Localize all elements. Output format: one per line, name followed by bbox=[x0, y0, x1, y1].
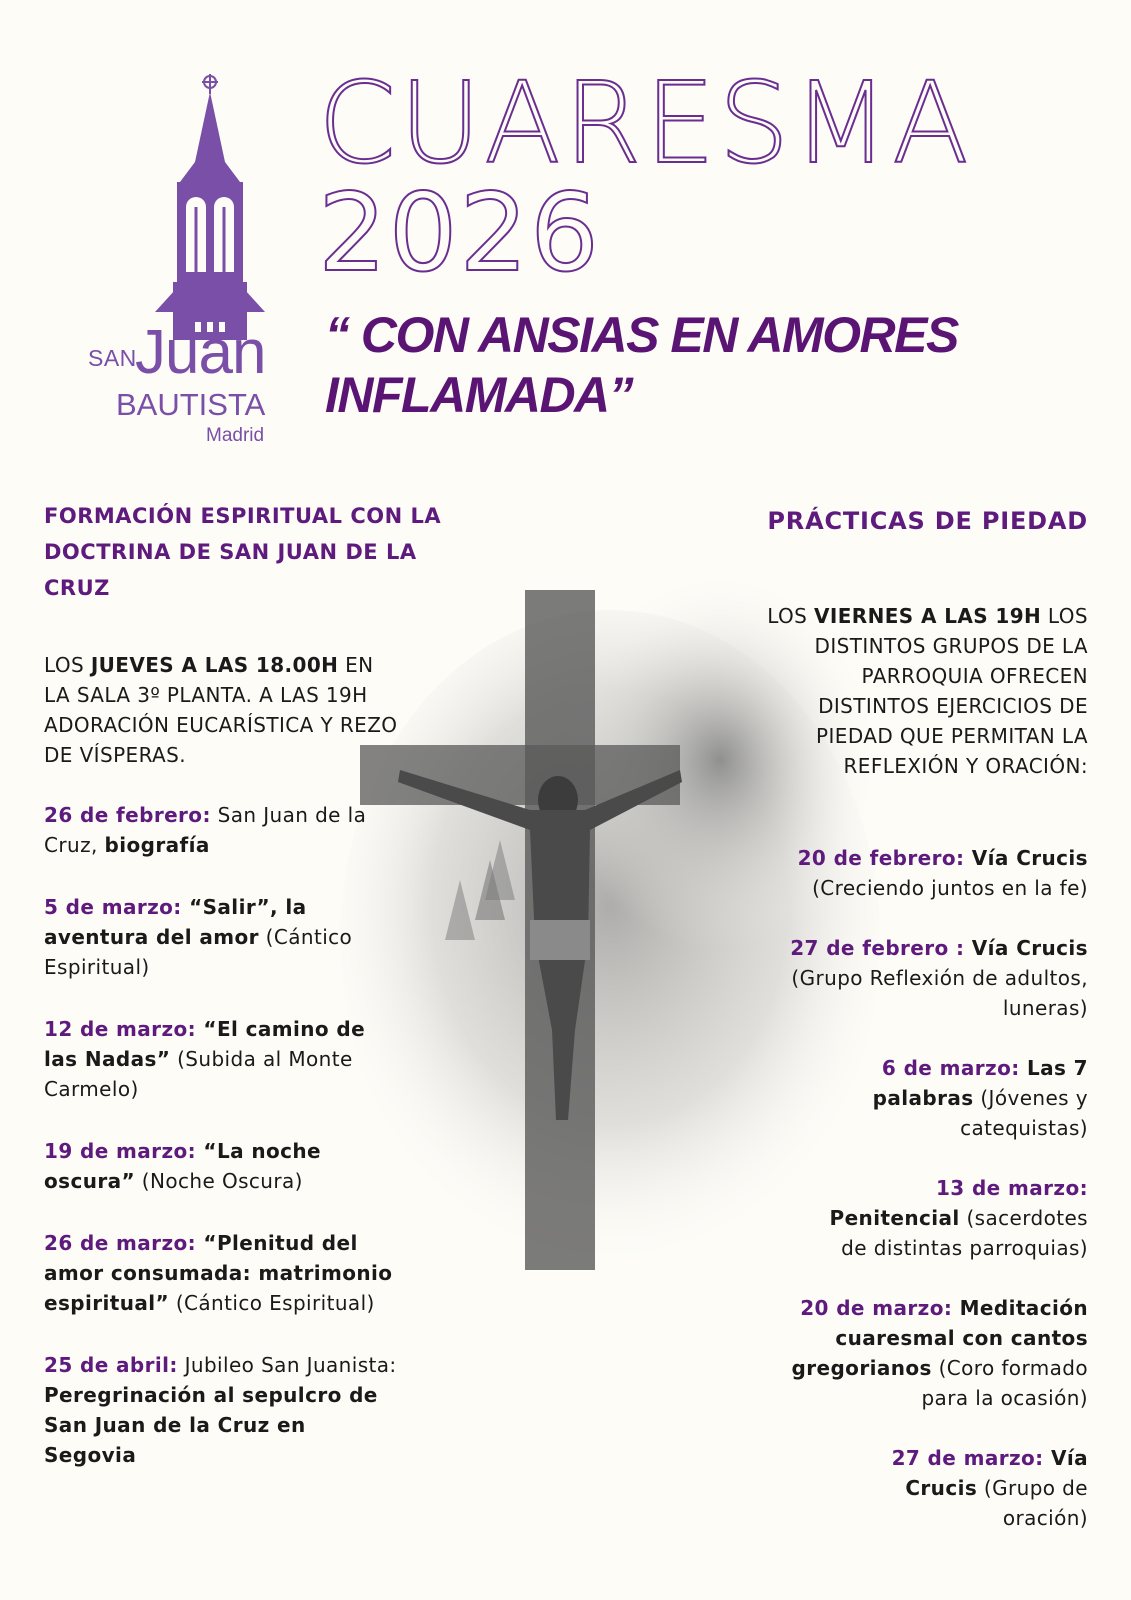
page-title: CUARESMA bbox=[318, 59, 972, 189]
logo-san: SAN bbox=[88, 345, 137, 371]
entry-date: 6 de marzo: bbox=[881, 1056, 1020, 1080]
list-item bbox=[44, 1350, 404, 1470]
entry-text: Jubileo San Juanista: bbox=[177, 1353, 397, 1377]
entry-date: 27 de febrero : bbox=[790, 936, 965, 960]
entry-date: 13 de marzo: bbox=[935, 1176, 1088, 1200]
entry-bold: “El camino de las Nadas” bbox=[44, 1017, 366, 1071]
piety-section bbox=[688, 505, 1088, 1533]
entry-bold: Las 7 palabras bbox=[872, 1056, 1088, 1110]
list-item bbox=[688, 933, 1088, 1023]
intro-text: LOS bbox=[767, 604, 815, 628]
piety-intro bbox=[688, 601, 1088, 781]
entry-bold: Vía Crucis bbox=[964, 936, 1088, 960]
intro-bold: JUEVES A LAS 18.00H bbox=[90, 653, 339, 677]
entry-bold: Peregrinación al sepulcro de San Juan de la Cruz en Segovia bbox=[44, 1383, 378, 1467]
entry-tail: (Noche Oscura) bbox=[135, 1169, 303, 1193]
entry-date: 20 de febrero: bbox=[797, 846, 965, 870]
entry-tail: (Coro formado para la ocasión) bbox=[921, 1356, 1088, 1410]
entry-tail: (Grupo Reflexión de adultos, luneras) bbox=[791, 966, 1088, 1020]
formation-title: FORMACIÓN ESPIRITUAL CON LA DOCTRINA DE SAN JUAN DE LA CRUZ bbox=[44, 504, 442, 600]
list-item bbox=[44, 1228, 404, 1318]
entry-tail: (Jóvenes y catequistas) bbox=[960, 1086, 1088, 1140]
intro-text: LOS bbox=[44, 653, 91, 677]
entry-date: 25 de abril: bbox=[44, 1353, 178, 1377]
list-item bbox=[688, 1443, 1088, 1533]
entry-bold: “La noche oscura” bbox=[44, 1139, 321, 1193]
motto-line-2: INFLAMADA” bbox=[325, 367, 633, 423]
entry-bold: Vía Crucis bbox=[905, 1446, 1088, 1500]
logo-madrid: Madrid bbox=[206, 425, 265, 446]
motto bbox=[325, 305, 1045, 425]
list-item bbox=[688, 1293, 1088, 1413]
entry-date: 26 de marzo: bbox=[44, 1231, 197, 1255]
entry-tail: (Cántico Espiritual) bbox=[44, 925, 353, 979]
list-item bbox=[688, 1173, 1088, 1263]
intro-bold: VIERNES A LAS 19H bbox=[814, 604, 1042, 628]
piety-title: PRÁCTICAS DE PIEDAD bbox=[767, 507, 1088, 535]
entry-date: 19 de marzo: bbox=[44, 1139, 197, 1163]
entry-bold: Vía Crucis bbox=[964, 846, 1088, 870]
entry-date: 27 de marzo: bbox=[891, 1446, 1044, 1470]
entry-date: 26 de febrero: bbox=[44, 803, 211, 827]
formation-section bbox=[44, 498, 442, 1470]
entry-bold: “Salir”, la aventura del amor bbox=[44, 895, 307, 949]
entry-tail: (sacerdotes de distintas parroquias) bbox=[841, 1206, 1088, 1260]
entry-tail: (Cántico Espiritual) bbox=[169, 1291, 375, 1315]
logo-juan: Juan bbox=[135, 318, 266, 387]
entry-date: 12 de marzo: bbox=[44, 1017, 197, 1041]
entry-bold: Penitencial bbox=[829, 1206, 960, 1230]
intro-text-tail: LOS DISTINTOS GRUPOS DE LA PARROQUIA OFRECEN DISTINTOS EJERCICIOS DE PIEDAD QUE PERMITAN LA REFLEXIÓN Y ORACIÓN: bbox=[814, 604, 1088, 778]
entry-tail: (Subida al Monte Carmelo) bbox=[44, 1047, 353, 1101]
list-item bbox=[44, 1136, 404, 1196]
motto-line-1: “ CON ANSIAS EN AMORES bbox=[325, 307, 958, 363]
entry-bold: Meditación cuaresmal con cantos gregorianos bbox=[791, 1296, 1088, 1380]
entry-bold: “Plenitud del amor consumada: matrimonio espiritual” bbox=[44, 1231, 393, 1315]
entry-date: 5 de marzo: bbox=[44, 895, 182, 919]
list-item bbox=[44, 892, 404, 982]
entry-date: 20 de marzo: bbox=[800, 1296, 953, 1320]
entry-tail: (Creciendo juntos en la fe) bbox=[812, 876, 1088, 900]
entry-bold: biografía bbox=[104, 833, 210, 857]
list-item bbox=[688, 1053, 1088, 1143]
list-item bbox=[44, 800, 404, 860]
list-item bbox=[44, 1014, 404, 1104]
list-item bbox=[688, 843, 1088, 903]
logo-bautista: BAUTISTA bbox=[116, 387, 266, 422]
entry-tail: (Grupo de oración) bbox=[977, 1476, 1088, 1530]
entry-text: San Juan de la Cruz, bbox=[44, 803, 367, 857]
page-year: 2026 bbox=[318, 171, 601, 296]
intro-text-tail: EN LA SALA 3º PLANTA. A LAS 19H ADORACIÓN EUCARÍSTICA Y REZO DE VÍSPERAS. bbox=[44, 653, 398, 767]
formation-intro bbox=[44, 650, 404, 770]
